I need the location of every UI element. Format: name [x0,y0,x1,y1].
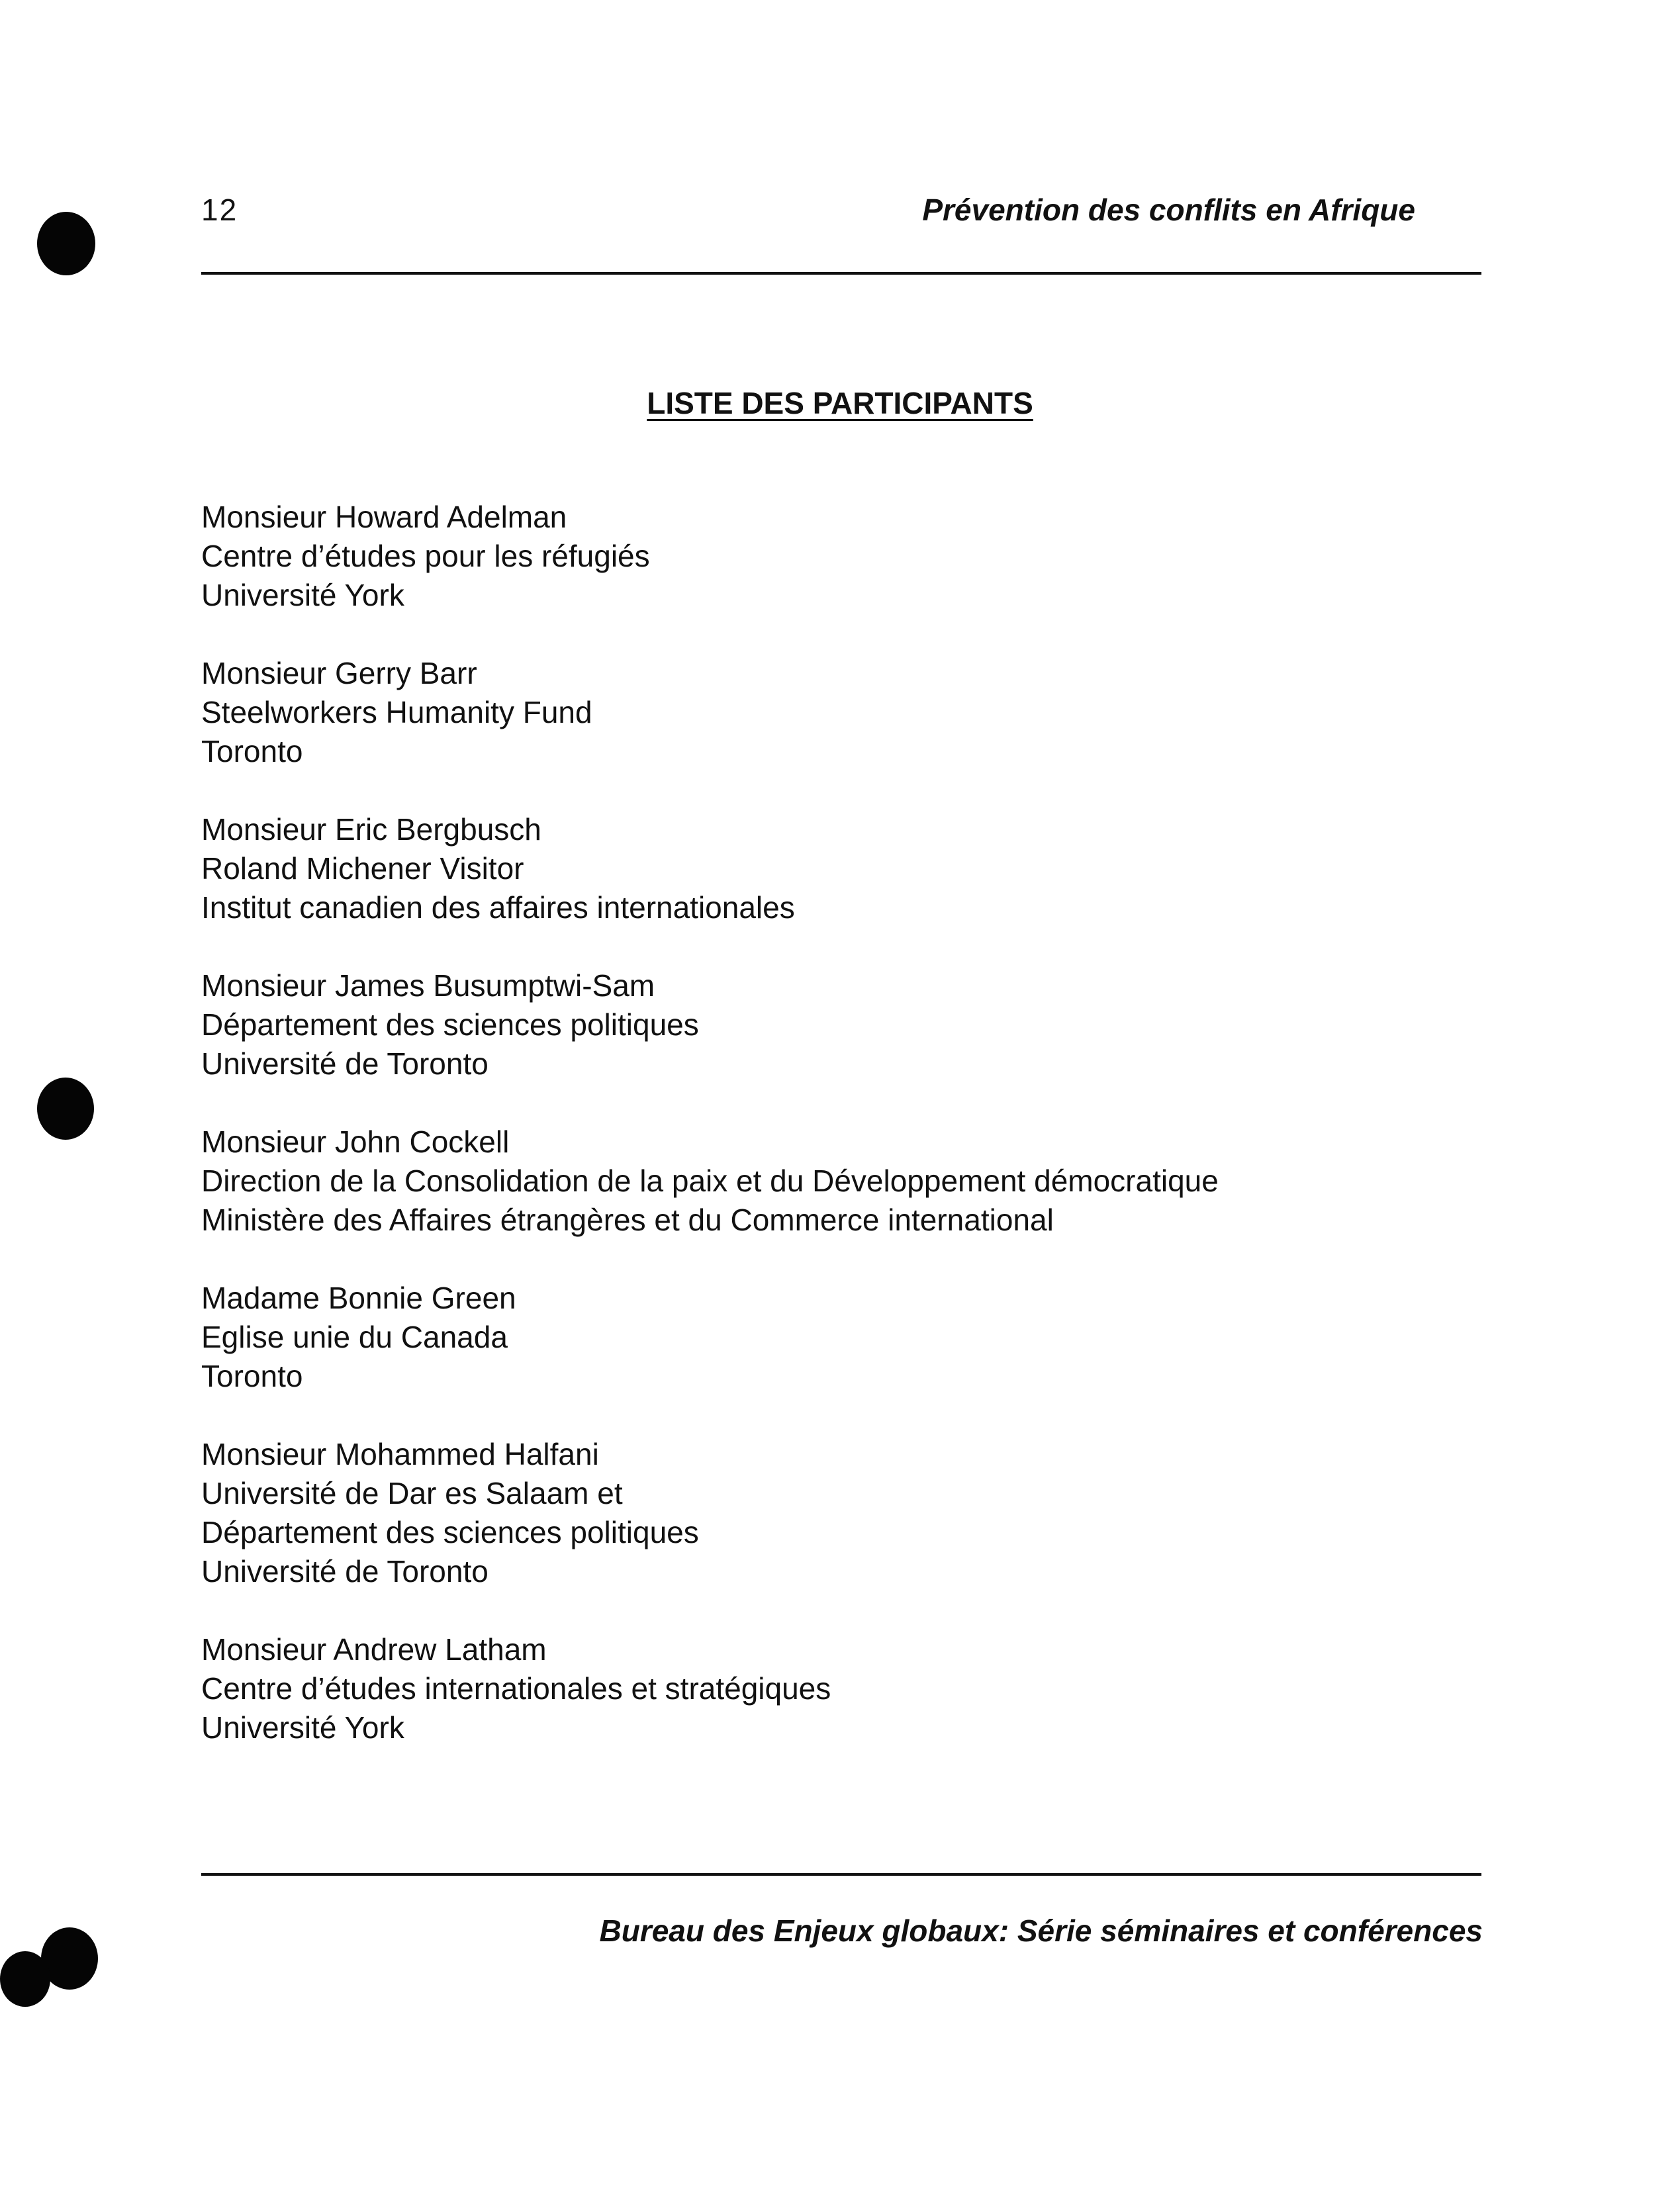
punch-hole [37,212,95,275]
participant-affiliation: Centre d’études pour les réfugiés [201,539,650,573]
header-rule [201,272,1481,275]
participant-affiliation: Université de Toronto [201,1554,489,1589]
participant-name: Monsieur Eric Bergbusch [201,812,541,847]
punch-hole [37,1078,94,1140]
section-heading-text: LISTE DES PARTICIPANTS [647,386,1033,420]
participant-affiliation: Université de Toronto [201,1046,489,1081]
participant-affiliation: Département des sciences politiques [201,1515,699,1549]
participant-list [201,498,1481,1786]
participant-affiliation: Université de Dar es Salaam et [201,1476,623,1510]
participant-affiliation: Toronto [201,1359,303,1393]
participant-entry [201,1435,1481,1591]
participant-affiliation: Université York [201,1710,404,1745]
participant-name: Monsieur Howard Adelman [201,500,567,534]
participant-entry [201,654,1481,771]
footer-rule [201,1873,1481,1876]
participant-entry [201,1279,1481,1396]
participant-affiliation: Steelworkers Humanity Fund [201,695,592,729]
participant-entry [201,810,1481,927]
participant-affiliation: Centre d’études internationales et stratégiques [201,1671,831,1706]
participant-affiliation: Roland Michener Visitor [201,851,524,886]
participant-affiliation: Université York [201,578,404,612]
participant-name: Monsieur Andrew Latham [201,1632,547,1667]
running-title: Prévention des conflits en Afrique [922,193,1415,227]
participant-affiliation: Ministère des Affaires étrangères et du Commerce international [201,1203,1054,1237]
section-heading [0,385,1680,421]
punch-hole [0,1951,50,2007]
participant-entry [201,966,1481,1083]
participant-name: Madame Bonnie Green [201,1281,516,1315]
page-number: 12 [201,193,238,227]
participant-entry [201,1123,1481,1240]
participant-affiliation: Eglise unie du Canada [201,1320,508,1354]
participant-name: Monsieur James Busumptwi-Sam [201,968,655,1003]
participant-name: Monsieur John Cockell [201,1125,510,1159]
participant-entry [201,1630,1481,1747]
footer-series-title: Bureau des Enjeux globaux: Série séminaires et conférences [599,1913,1483,1948]
participant-affiliation: Toronto [201,734,303,768]
participant-name: Monsieur Mohammed Halfani [201,1437,599,1471]
participant-entry [201,498,1481,615]
participant-name: Monsieur Gerry Barr [201,656,477,690]
participant-affiliation: Département des sciences politiques [201,1007,699,1042]
participant-affiliation: Direction de la Consolidation de la paix et du Développement démocratique [201,1164,1219,1198]
participant-affiliation: Institut canadien des affaires internationales [201,890,795,925]
